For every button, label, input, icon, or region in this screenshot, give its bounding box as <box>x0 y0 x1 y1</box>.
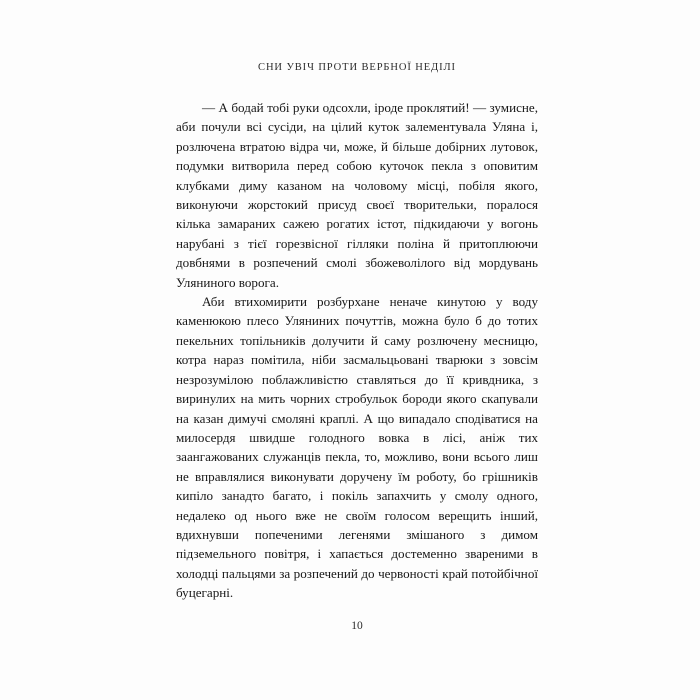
paragraph: Аби втихомирити розбурхане неначе кинутою у воду каменюкою плесо Уляниних почуттів, можна було б до тотих пекельних топільників долучити й саму розлючену месницю, котра нараз помітила, ніби засмальцьовані тварюки з зовсім незрозумілою поблажливістю ставляться до її кривдника, з виринулих на мить чорних стробульок бороди якого скапували на казан димучі смоляні краплі. А що випадало сподіватися на милосердя швидше голодного вовка в лісі, аніж тих заангажованих служанців пекла, то, можливо, вони всього лиш не вправлялися виконувати доручену їм роботу, бо грішників кипіло занадто багато, і покіль запахчить у смолу одного, недалеко од нього вже не своїм голосом верещить інший, вдихнувши попеченими легенями змішаного з димом підземельного повітря, і хапається достеменно звареними в холодці пальцями за розпечений до червоності край потойбічної буцегарні. <box>176 294 538 601</box>
paragraph: — А бодай тобі руки одсохли, іроде проклятий! — зумисне, аби почули всі сусіди, на цілий куток залементувала Уляна і, розлючена втратою відра чи, може, й більше добірних лутовок, подумки витворила перед собою куточок пекла з оповитим клубками диму казаном на чоловому місці, побіля якого, виконуючи жорстокий присуд своєї творительки, поралося кілька замараних сажею рогатих істот, підкидаючи у вогонь нарубані з тієї горезвісної гілляки поліна й притоплюючи довбнями в розпечений смолі збожеволілого від мордувань Уляниного ворога. <box>176 100 538 290</box>
text-block <box>176 0 538 700</box>
running-head: СНИ УВІЧ ПРОТИ ВЕРБНОЇ НЕДІЛІ <box>258 62 456 73</box>
page-number: 10 <box>351 620 363 632</box>
body-text <box>176 98 538 603</box>
